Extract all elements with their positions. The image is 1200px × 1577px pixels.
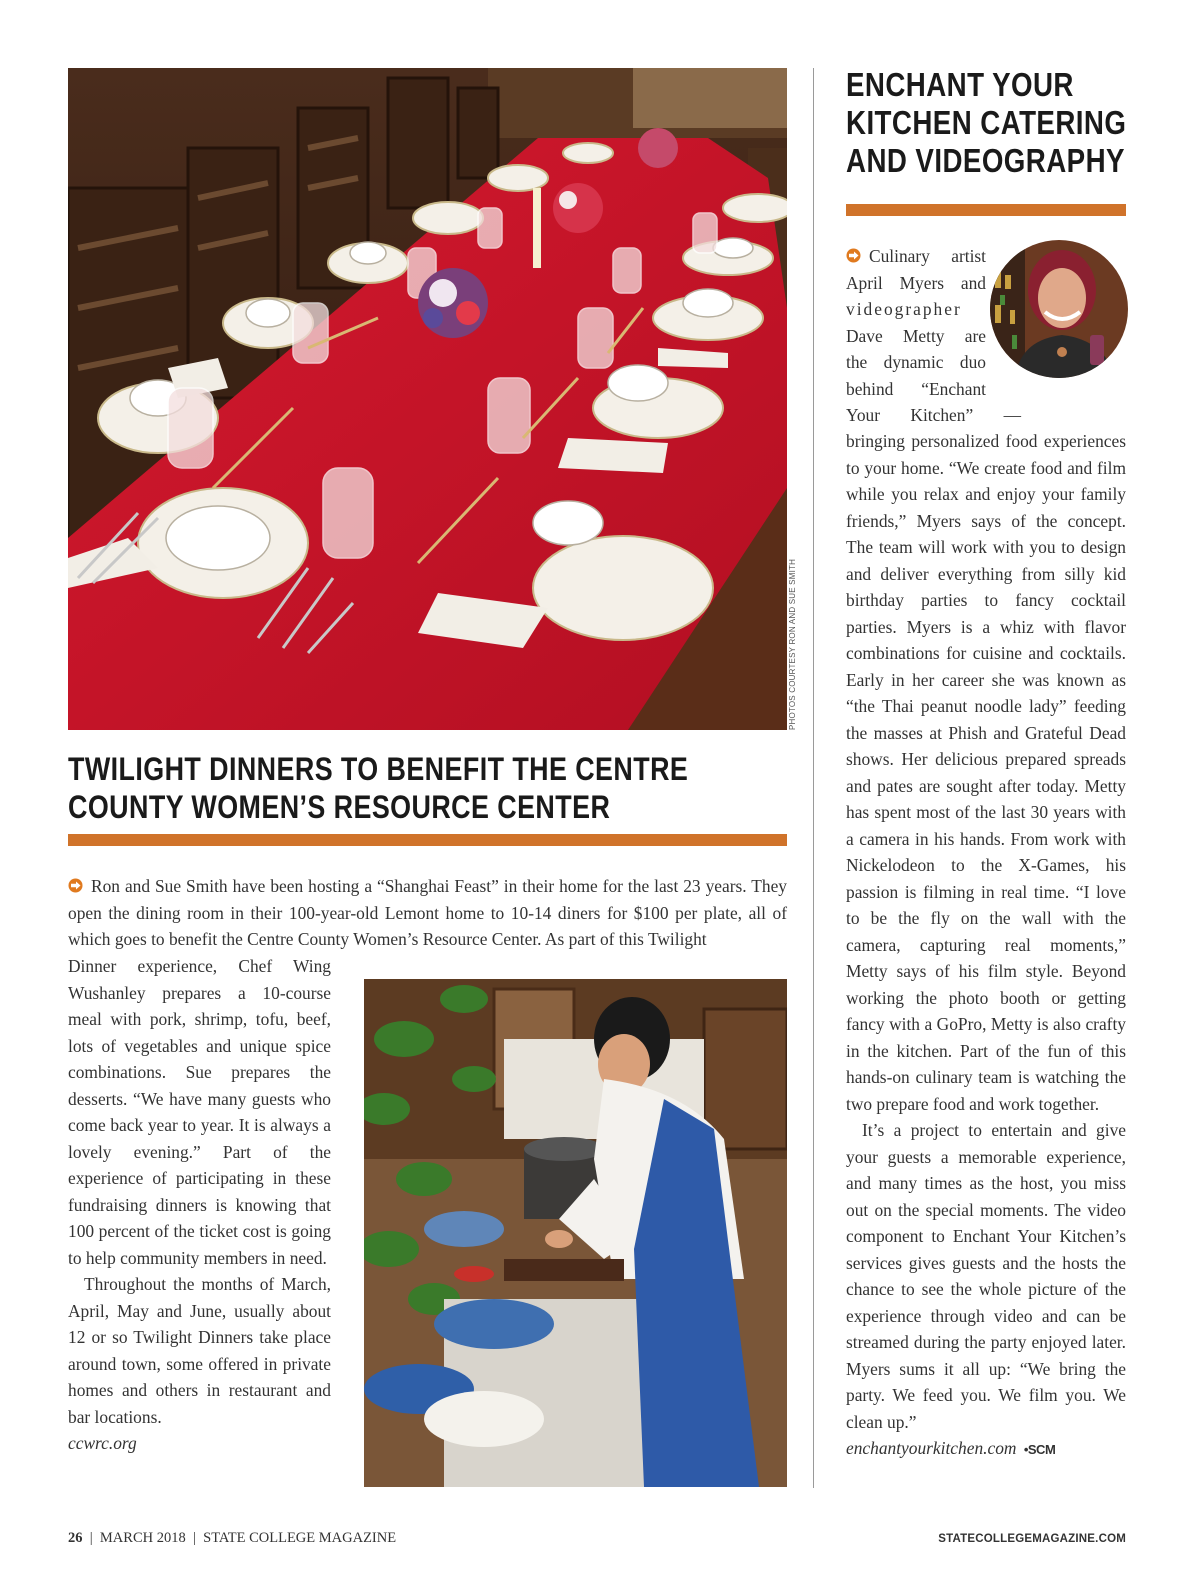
- arrow-right-icon: [68, 878, 83, 893]
- dining-table-photo: [68, 68, 787, 730]
- article-intro: [68, 873, 787, 953]
- article-body: [68, 953, 331, 1457]
- portrait-photo: [990, 240, 1128, 378]
- photo-credit: PHOTOS COURTESY RON AND SUE SMITH: [788, 558, 797, 730]
- intro-line: the dynamic duo: [846, 352, 986, 372]
- footer-separator: |: [89, 1530, 93, 1546]
- sidebar-intro: [846, 243, 1021, 429]
- website-link[interactable]: enchantyourkitchen.com: [846, 1438, 1017, 1458]
- intro-line: Dave Metty are: [846, 325, 986, 346]
- column-divider: [813, 68, 814, 1488]
- website-link[interactable]: ccwrc.org: [68, 1433, 137, 1453]
- issue-date: MARCH 2018: [99, 1530, 186, 1546]
- intro-line: Culinary artist: [869, 246, 986, 266]
- body-paragraph: bringing personalized food experiences to your home. “We create food and film while you relax and enjoy your family friends,” Myers says of the concept. The team will work with you to design and deliver everything from silly kid birthday parties to fancy cocktail parties. Myers is a whiz with flavor combinations for cuisine and cocktails. Early in her career she was known as “the Thai peanut noodle lady” feeding the masses at Phish and Grateful Dead shows. Her delicious prepared spreads and pates are sought after today. Metty has spent most of the last 30 years with a camera in his hands. From work with Nickelodeon to the X-Games, his passion is filming in real time. “I love to be the fly on the wall with the camera, capturing real moments,” Metty says of his film style. Beyond working the photo booth or getting fancy with a GoPro, Metty is also crafty in the kitchen. Part of the fun of this hands-on culinary team is watching the two prepare food and work together.: [846, 431, 1126, 1114]
- intro-line: videographer: [846, 299, 962, 319]
- footer-separator: |: [192, 1530, 196, 1546]
- site-url[interactable]: STATECOLLEGEMAGAZINE.COM: [938, 1533, 1126, 1545]
- sidebar-body: [846, 428, 1126, 1464]
- article-intro-text: Ron and Sue Smith have been hosting a “Shanghai Feast” in their home for the last 23 years. They open the dining room in their 100-year-old Lemont home to 10-14 diners for $100 per plate, all of which goes to benefit the Centre County Women’s Resource Center. As part of this Twilight: [68, 876, 787, 949]
- page-number: 26: [68, 1530, 83, 1546]
- magazine-name: STATE COLLEGE MAGAZINE: [203, 1530, 397, 1546]
- intro-line: behind “Enchant: [846, 378, 986, 399]
- article-headline: TWILIGHT DINNERS TO BENEFIT THE CENTRE COUNTY WOMEN’S RESOURCE CENTER: [68, 751, 689, 825]
- page-footer: [68, 1530, 396, 1547]
- arrow-right-icon: [846, 248, 861, 263]
- body-paragraph: Throughout the months of March, April, May and June, usually about 12 or so Twilight Dinners take place around town, some offered in private homes and others in restaurant and bar locations.: [68, 1274, 331, 1427]
- intro-line: April Myers and: [846, 272, 986, 293]
- scm-end-mark: •SCM: [1023, 1442, 1056, 1457]
- intro-line: Your Kitchen” —: [846, 405, 1021, 425]
- chef-cooking-photo: [364, 979, 787, 1487]
- body-paragraph: It’s a project to entertain and give your guests a memorable experience, and many times as the host, you miss out on the special moments. The video component to Enchant Your Kitchen’s services gives guests and the hosts the chance to see the whole picture of the experience through video and can be streamed during the party enjoyed later. Myers sums it all up: “We bring the party. We feed you. We film you. We clean up.”: [846, 1120, 1126, 1432]
- headline-rule: [68, 834, 787, 846]
- sidebar-headline: ENCHANT YOUR KITCHEN CATERING AND VIDEOGRAPHY: [846, 66, 1127, 179]
- headline-rule: [846, 204, 1126, 216]
- body-paragraph: Dinner experience, Chef Wing Wushanley prepares a 10-course meal with pork, shrimp, tofu, beef, lots of vegetables and unique spice combinations. Sue prepares the desserts. “We have many guests who come back year to year. It is always a lovely evening.” Part of the experience of participating in these fundraising dinners is knowing that 100 percent of the ticket cost is going to help community members in need.: [68, 956, 331, 1268]
